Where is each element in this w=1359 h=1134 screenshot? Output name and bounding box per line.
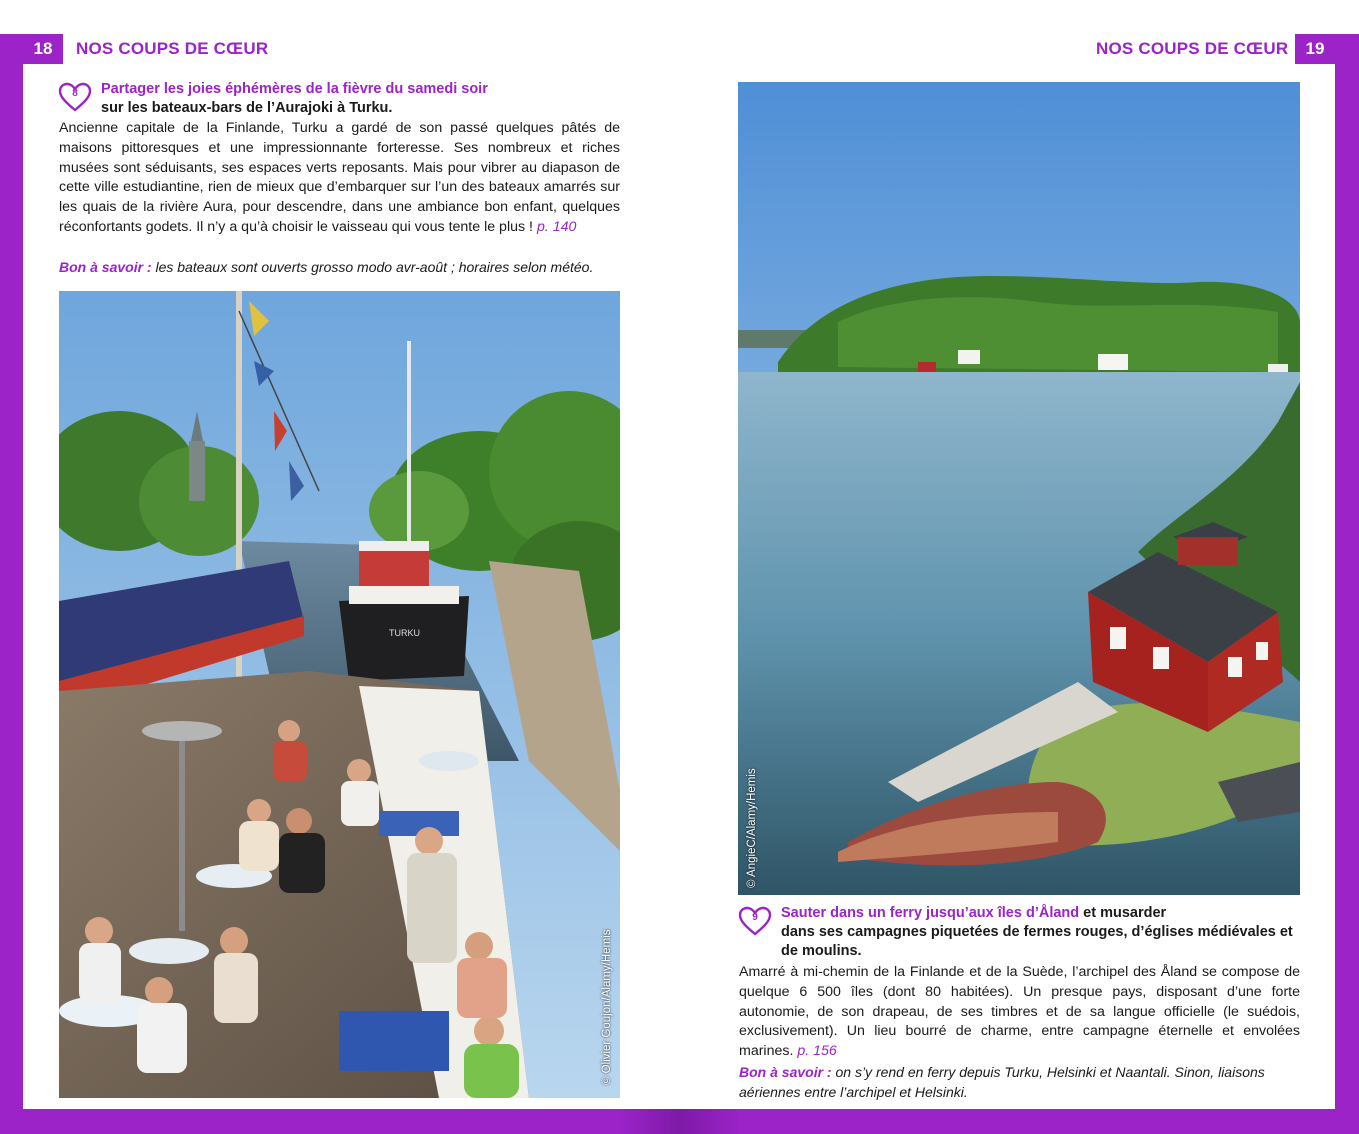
spine-gutter [620,1109,740,1134]
body-paragraph-turku [59,119,620,238]
photo-turku-boat-bar [59,291,620,1098]
headline-highlight: Sauter dans un ferry jusqu’aux îles d’Åland [781,905,1080,921]
headline-rest-2: dans ses campagnes piquetées de fermes rouges, d’églises médiévales et de moulins. [781,924,1293,959]
tip-turku [59,258,624,278]
headline-rest-1: et musarder [1083,905,1167,921]
body-text: Amarré à mi-chemin de la Finlande et de la Suède, l’archipel des Åland se compose de quelque 6 500 îles (dont 80 habitées). Un presque pays, disposant d’une forte autonomie, de son drapeau, de ses timbres et de sa langue officielle (le suédois, exclusivement). Un lieu bourré de charme, entre campagne éternelle et envolées marines. [739,964,1300,1060]
photo-credit-left: © Olivier Goujon/Alamy/Hemis [601,929,613,1085]
aland-red-house-lake-photo [738,82,1300,895]
item-number-9: 9 [752,912,758,923]
page-number-right: 19 [1295,34,1335,64]
tip-text: les bateaux sont ouverts grosso modo avr-août ; horaires selon météo. [155,259,594,275]
headline-turku [101,80,621,118]
headline-highlight: Partager les joies éphémères de la fièvre du samedi soir [101,81,488,97]
heart-icon [738,906,772,936]
left-purple-border [0,34,23,1134]
tip-aland [739,1063,1301,1103]
running-head-right: NOS COUPS DE CŒUR [1096,39,1289,58]
headline-aland [781,904,1301,961]
right-purple-border [1335,34,1359,1134]
river-boat-bar-photo [59,291,620,1098]
tip-label: Bon à savoir : [739,1064,832,1080]
headline-rest: sur les bateaux-bars de l’Aurajoki à Turku. [101,100,393,116]
photo-aland-islands [738,82,1300,895]
running-head-left: NOS COUPS DE CŒUR [76,39,269,58]
item-number-8: 8 [72,88,78,99]
tip-text: on s’y rend en ferry depuis Turku, Helsinki et Naantali. Sinon, liaisons aériennes entre l’archipel et Helsinki. [739,1064,1265,1100]
boat-name-label: TURKU [389,628,420,638]
tip-label: Bon à savoir : [59,259,152,275]
page-number-left: 18 [23,34,63,64]
photo-credit-right: © AngieC/Alamy/Hemis [746,768,758,888]
body-paragraph-aland [739,963,1300,1062]
page-reference: p. 140 [536,218,577,235]
page-top-margin [0,0,1359,34]
heart-icon [58,82,92,112]
body-text: Ancienne capitale de la Finlande, Turku a gardé de son passé quelques pâtés de maisons pittoresques et une impressionnante forteresse. Ses nombreux et riches musées sont séduisants, ses espaces verts reposants. Mais pour vibrer au diapason de cette ville estudiantine, rien de mieux que d’embarquer sur l’un des bateaux amarrés sur les quais de la rivière Aura, pour descendre, dans une ambiance bon enfant, quelques réconfortants godets. Il n’y a qu’à choisir le vaisseau qui vous tente le plus ! [59,120,620,235]
page-reference: p. 156 [797,1043,837,1060]
